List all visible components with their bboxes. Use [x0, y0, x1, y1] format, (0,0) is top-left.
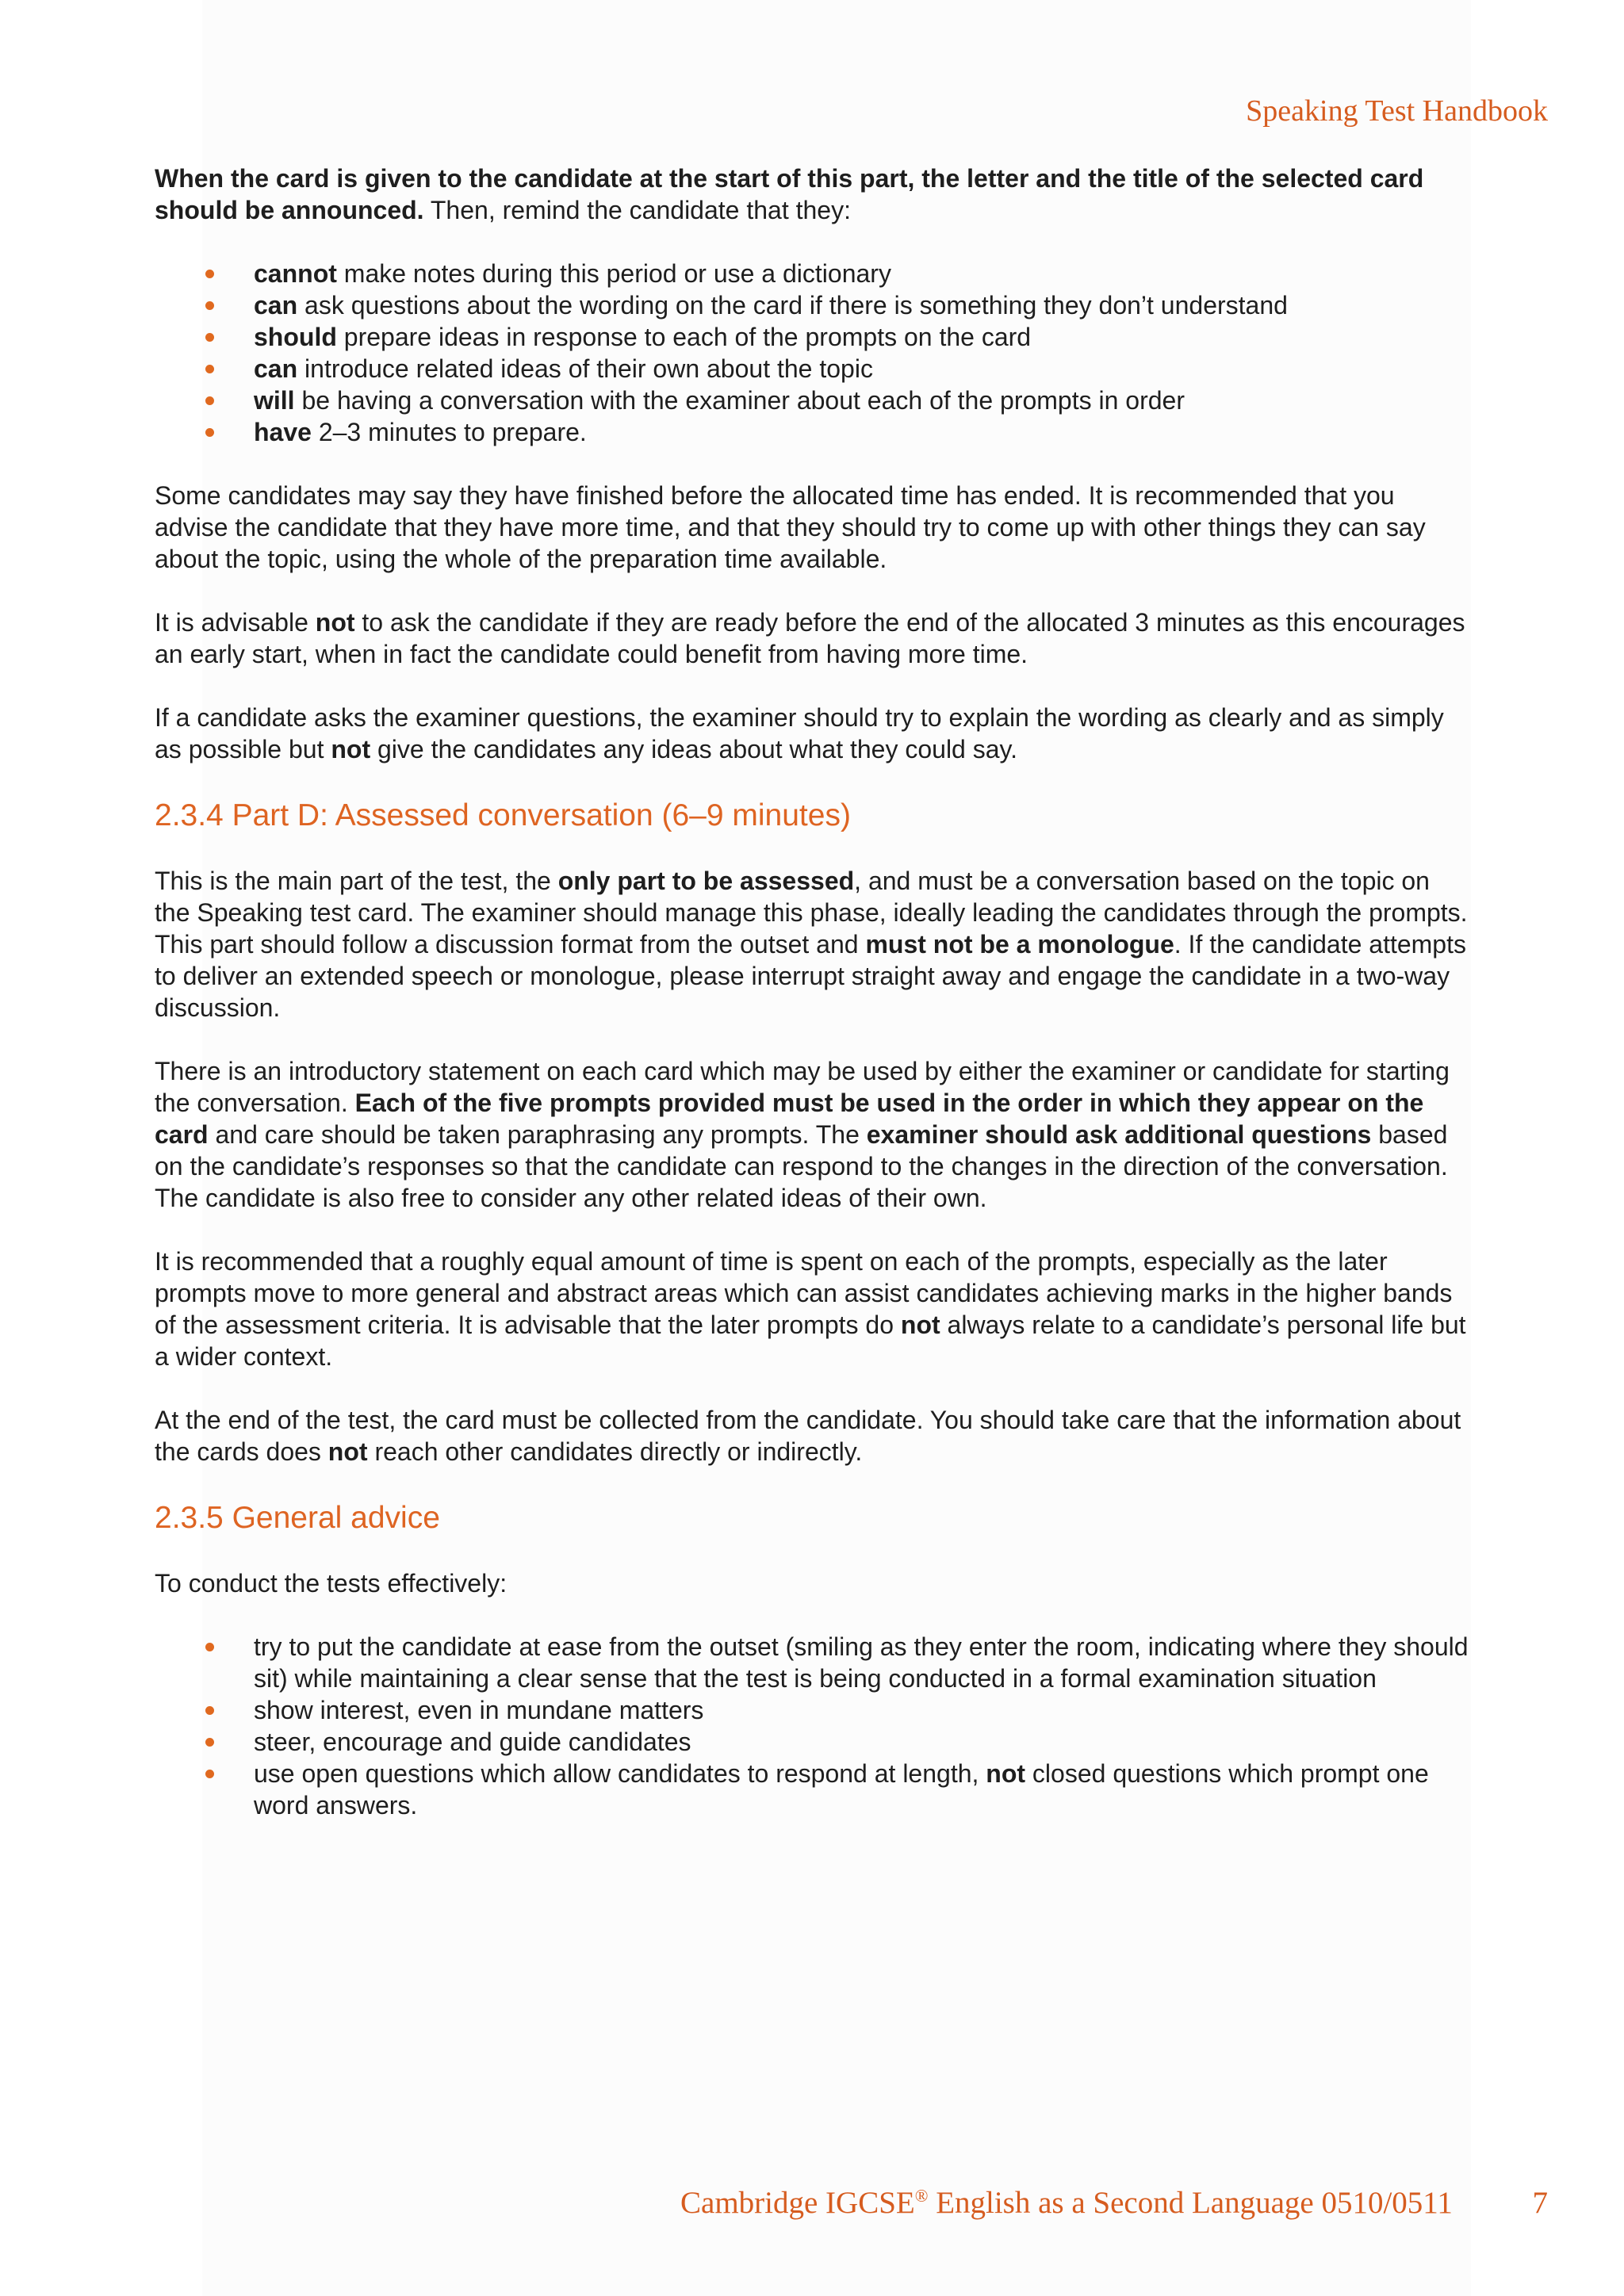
text-run: This is the main part of the test, the [155, 867, 558, 895]
list-item [155, 353, 1471, 385]
footer-title [680, 2185, 1453, 2221]
list-item [155, 1758, 1471, 1821]
list-item-keyword: can [254, 291, 298, 320]
intro-paragraph [155, 163, 1471, 226]
page-number: 7 [1532, 2186, 1548, 2220]
footer-text: Cambridge IGCSE [680, 2186, 915, 2220]
footer-text: English as a Second Language 0510/0511 [928, 2186, 1453, 2220]
registered-mark: ® [914, 2186, 929, 2206]
list-item [155, 321, 1471, 353]
text-run: closed questions which prompt one word answers. [254, 1759, 1429, 1820]
text-run: If a candidate asks the examiner questions, the examiner should try to explain the wording as clearly and as simply as possible but [155, 703, 1444, 763]
emphasis: not [315, 608, 355, 637]
questions-paragraph [155, 702, 1471, 765]
list-item-keyword: will [254, 386, 295, 415]
running-header: Speaking Test Handbook [1246, 94, 1548, 128]
list-item-text: be having a conversation with the examiner about each of the prompts in order [294, 386, 1185, 415]
text-run: It is recommended that a roughly equal amount of time is spent on each of the prompts, especially as the later prompts move to more general and abstract areas which can assist candidates achieving marks in the higher bands of the assessment criteria. It is advisable that the later prompts do [155, 1247, 1453, 1339]
emphasis: must not be a monologue [865, 930, 1174, 959]
text-run: based on the candidate’s responses so that the candidate can respond to the changes in the direction of the conversation. The candidate is also free to consider any other related ideas of their own. [155, 1120, 1448, 1212]
text-run: . If the candidate attempts to deliver an extended speech or monologue, please interrupt straight away and engage the candidate in a two-way discussion. [155, 930, 1466, 1022]
part-d-paragraph-3 [155, 1246, 1471, 1372]
emphasis: only part to be assessed [557, 867, 855, 895]
list-item-keyword: can [254, 354, 298, 383]
text-run: give the candidates any ideas about what they could say. [370, 735, 1018, 763]
list-item-text: introduce related ideas of their own about the topic [297, 354, 873, 383]
list-item-text: make notes during this period or use a dictionary [336, 259, 891, 288]
list-item-keyword: cannot [254, 259, 337, 288]
list-item-keyword: should [254, 323, 337, 351]
text-run: There is an introductory statement on each card which may be used by either the examiner or candidate for starting the conversation. [155, 1057, 1450, 1117]
document-body [155, 163, 1471, 1853]
finished-early-paragraph: Some candidates may say they have finished before the allocated time has ended. It is recommended that you advise the candidate that they have more time, and that they should try to come up with other things they can say about the topic, using the whole of the preparation time available. [155, 481, 1426, 573]
list-item-keyword: have [254, 418, 312, 446]
intro-text: Then, remind the candidate that they: [423, 196, 851, 224]
list-item-text: 2–3 minutes to prepare. [311, 418, 587, 446]
list-item [155, 416, 1471, 448]
emphasis: not [900, 1311, 940, 1339]
list-item-text: prepare ideas in response to each of the prompts on the card [336, 323, 1032, 351]
list-item [155, 289, 1471, 321]
list-item: steer, encourage and guide candidates [155, 1726, 1471, 1758]
text-run: , and must be a conversation based on the topic on the Speaking test card. The examiner should manage this phase, ideally leading the candidates through the prompts. This part should follow a discussion format from the outset and [155, 867, 1468, 959]
emphasis: Each of the five prompts provided must be used in the order in which they appear on the card [155, 1089, 1424, 1149]
advice-list [155, 1631, 1471, 1821]
emphasis: not [331, 735, 371, 763]
list-item-text: ask questions about the wording on the card if there is something they don’t understand [297, 291, 1288, 320]
text-run: It is advisable [155, 608, 316, 637]
part-d-paragraph-4 [155, 1404, 1471, 1468]
text-run: At the end of the test, the card must be collected from the candidate. You should take care that the information about the cards does [155, 1406, 1461, 1466]
section-heading-general-advice: 2.3.5 General advice [155, 1501, 440, 1535]
emphasis: not [986, 1759, 1026, 1788]
part-d-paragraph-1 [155, 865, 1471, 1024]
text-run: to ask the candidate if they are ready before the end of the allocated 3 minutes as this encourages an early start, when in fact the candidate could benefit from having more time. [155, 608, 1465, 668]
list-item [155, 385, 1471, 416]
text-run: always relate to a candidate’s personal life but a wider context. [155, 1311, 1466, 1371]
part-d-paragraph-2 [155, 1055, 1471, 1214]
section-heading-part-d: 2.3.4 Part D: Assessed conversation (6–9 minutes) [155, 798, 851, 832]
list-item: show interest, even in mundane matters [155, 1694, 1471, 1726]
reminder-list [155, 258, 1471, 448]
general-advice-lead: To conduct the tests effectively: [155, 1569, 508, 1598]
text-run: use open questions which allow candidates to respond at length, [254, 1759, 986, 1788]
emphasis: examiner should ask additional questions [866, 1120, 1372, 1149]
ready-paragraph [155, 607, 1471, 670]
text-run: and care should be taken paraphrasing any prompts. The [208, 1120, 867, 1149]
text-run: reach other candidates directly or indirectly. [367, 1437, 863, 1466]
list-item: try to put the candidate at ease from the outset (smiling as they enter the room, indicating where they should sit) while maintaining a clear sense that the test is being conducted in a formal examination situation [155, 1631, 1471, 1694]
intro-bold: When the card is given to the candidate at the start of this part, the letter and the title of the selected card should be announced. [155, 164, 1424, 224]
emphasis: not [327, 1437, 368, 1466]
list-item [155, 258, 1471, 289]
